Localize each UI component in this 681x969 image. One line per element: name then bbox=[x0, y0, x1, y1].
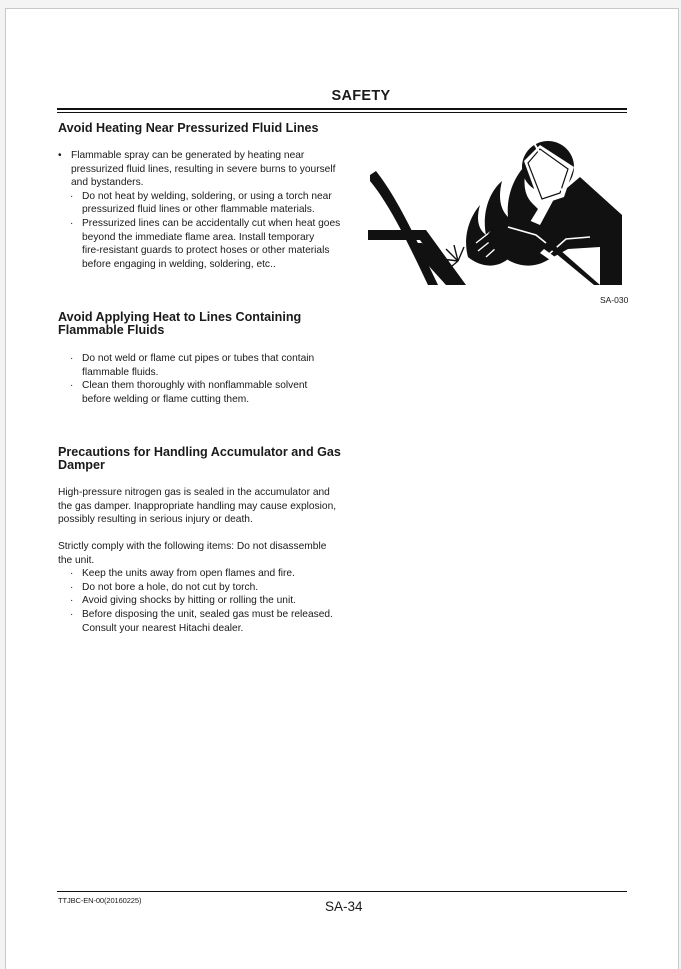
section-heading-flammable: Avoid Applying Heat to Lines Containing Flammable Fluids bbox=[58, 310, 302, 337]
accumulator-instructions bbox=[58, 540, 362, 635]
section-heading-heating: Avoid Heating Near Pressurized Fluid Lines bbox=[58, 121, 319, 135]
section-body-flammable bbox=[58, 352, 362, 406]
welding-torch-hazard-icon bbox=[368, 139, 622, 285]
sub-bullet-mark: · bbox=[70, 608, 74, 620]
page-title: SAFETY bbox=[331, 88, 391, 104]
page-number: SA-34 bbox=[325, 899, 363, 914]
section-heading-accumulator: Precautions for Handling Accumulator and Gas Damper bbox=[58, 445, 341, 472]
sub-bullet-item: · Pressurized lines can be accidentally cut when heat goes beyond the immediate flame area. Install temporary fire-resistant guards to protect hoses or other materials before engaging in welding, soldering, etc.. bbox=[70, 217, 341, 270]
accumulator-warning-paragraph: High-pressure nitrogen gas is sealed in the accumulator and the gas damper. Inappropriate handling may cause explosion, possibly resulting in serious injury or death. bbox=[58, 487, 337, 526]
instructions-intro: Strictly comply with the following items: Do not disassemble the unit. bbox=[58, 541, 327, 566]
sub-bullet-item: · Keep the units away from open flames and fire. bbox=[70, 568, 295, 580]
sub-bullet-mark: · bbox=[70, 190, 74, 202]
figure-label: SA-030 bbox=[600, 295, 629, 305]
document-page bbox=[5, 8, 679, 969]
sub-bullet-mark: · bbox=[70, 568, 74, 580]
section-body-heating bbox=[58, 149, 362, 271]
sub-bullet-item: · Do not bore a hole, do not cut by torch. bbox=[70, 581, 259, 593]
header-rule-thick bbox=[57, 108, 627, 110]
sub-bullet-item: · Do not weld or flame cut pipes or tubes that contain flammable fluids. bbox=[70, 353, 315, 378]
sub-bullet-mark: · bbox=[70, 380, 74, 392]
bullet-item: • Flammable spray can be generated by heating near pressurized fluid lines, resulting in severe burns to yourself and bystanders. bbox=[58, 150, 336, 189]
sub-bullet-item: · Clean them thoroughly with nonflammable solvent before welding or flame cutting them. bbox=[70, 380, 308, 405]
sub-bullet-mark: · bbox=[70, 353, 74, 364]
sub-bullet-mark: · bbox=[70, 581, 74, 593]
document-code: TTJBC-EN-00(20160225) bbox=[58, 896, 142, 905]
sub-bullet-item: · Avoid giving shocks by hitting or rolling the unit. bbox=[70, 595, 296, 607]
bullet-mark: • bbox=[58, 150, 62, 161]
footer-rule bbox=[57, 891, 627, 892]
sub-bullet-item: · Before disposing the unit, sealed gas must be released. Consult your nearest Hitachi dealer. bbox=[70, 608, 333, 634]
sub-bullet-item: · Do not heat by welding, soldering, or using a torch near pressurized fluid lines or other flammable materials. bbox=[70, 190, 332, 216]
sub-bullet-mark: · bbox=[70, 217, 74, 229]
header-rule-thin bbox=[57, 112, 627, 113]
sub-bullet-mark: · bbox=[70, 595, 74, 607]
